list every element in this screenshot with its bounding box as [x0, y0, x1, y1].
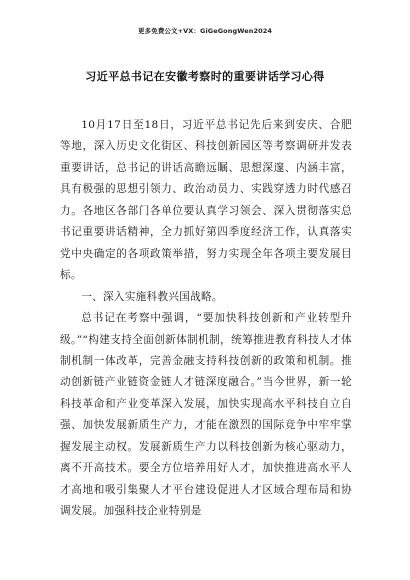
paragraph: 总书记在考察中强调，“要加快科技创新和产业转型升级。”“构建支持全面创新体制机制，统筹推进教育科技人才体制机制一体改革，完善金融支持科技创新的政策和机制。推动创新链产业链资金链人才链深度融合。”当今世界，新一轮科技革命和产业变革深入发展，加快实现高水平科技自立自强、加快发展新质生产力，才能在激烈的国际竞争中牢牢掌握发展主动权。发展新质生产力以科技创新为核心驱动力，离不开高技术。要全方位培养用好人才，加快推进高水平人才高地和吸引集聚人才平台建设促进人才区域合理布局和协调发展。加强科技企业特别是 [60, 312, 352, 518]
paragraph: 10月17日至18日，习近平总书记先后来到安庆、合肥等地，深入历史文化街区、科技创新园区等考察调研并发表重要讲话，总书记的讲话高瞻远瞩、思想深邃、内涵丰富，具有极强的思想引领力、政治动员力、实践穿透力时代感召力。各地区各部门各单位要认真学习领会、深入贯彻落实总书记重要讲话精神，全力抓好第四季度经济工作，认真落实党中央确定的各项政策举措，努力实现全年各项主要发展目标。 [60, 119, 352, 282]
document-body [60, 115, 352, 523]
document-title: 习近平总书记在安徽考察时的重要讲话学习心得 [85, 70, 325, 83]
header-note: 更多免费公文+VX：GiGeGongWen2024 [138, 27, 272, 35]
section-heading: 一、深入实施科教兴国战略。 [81, 290, 223, 303]
